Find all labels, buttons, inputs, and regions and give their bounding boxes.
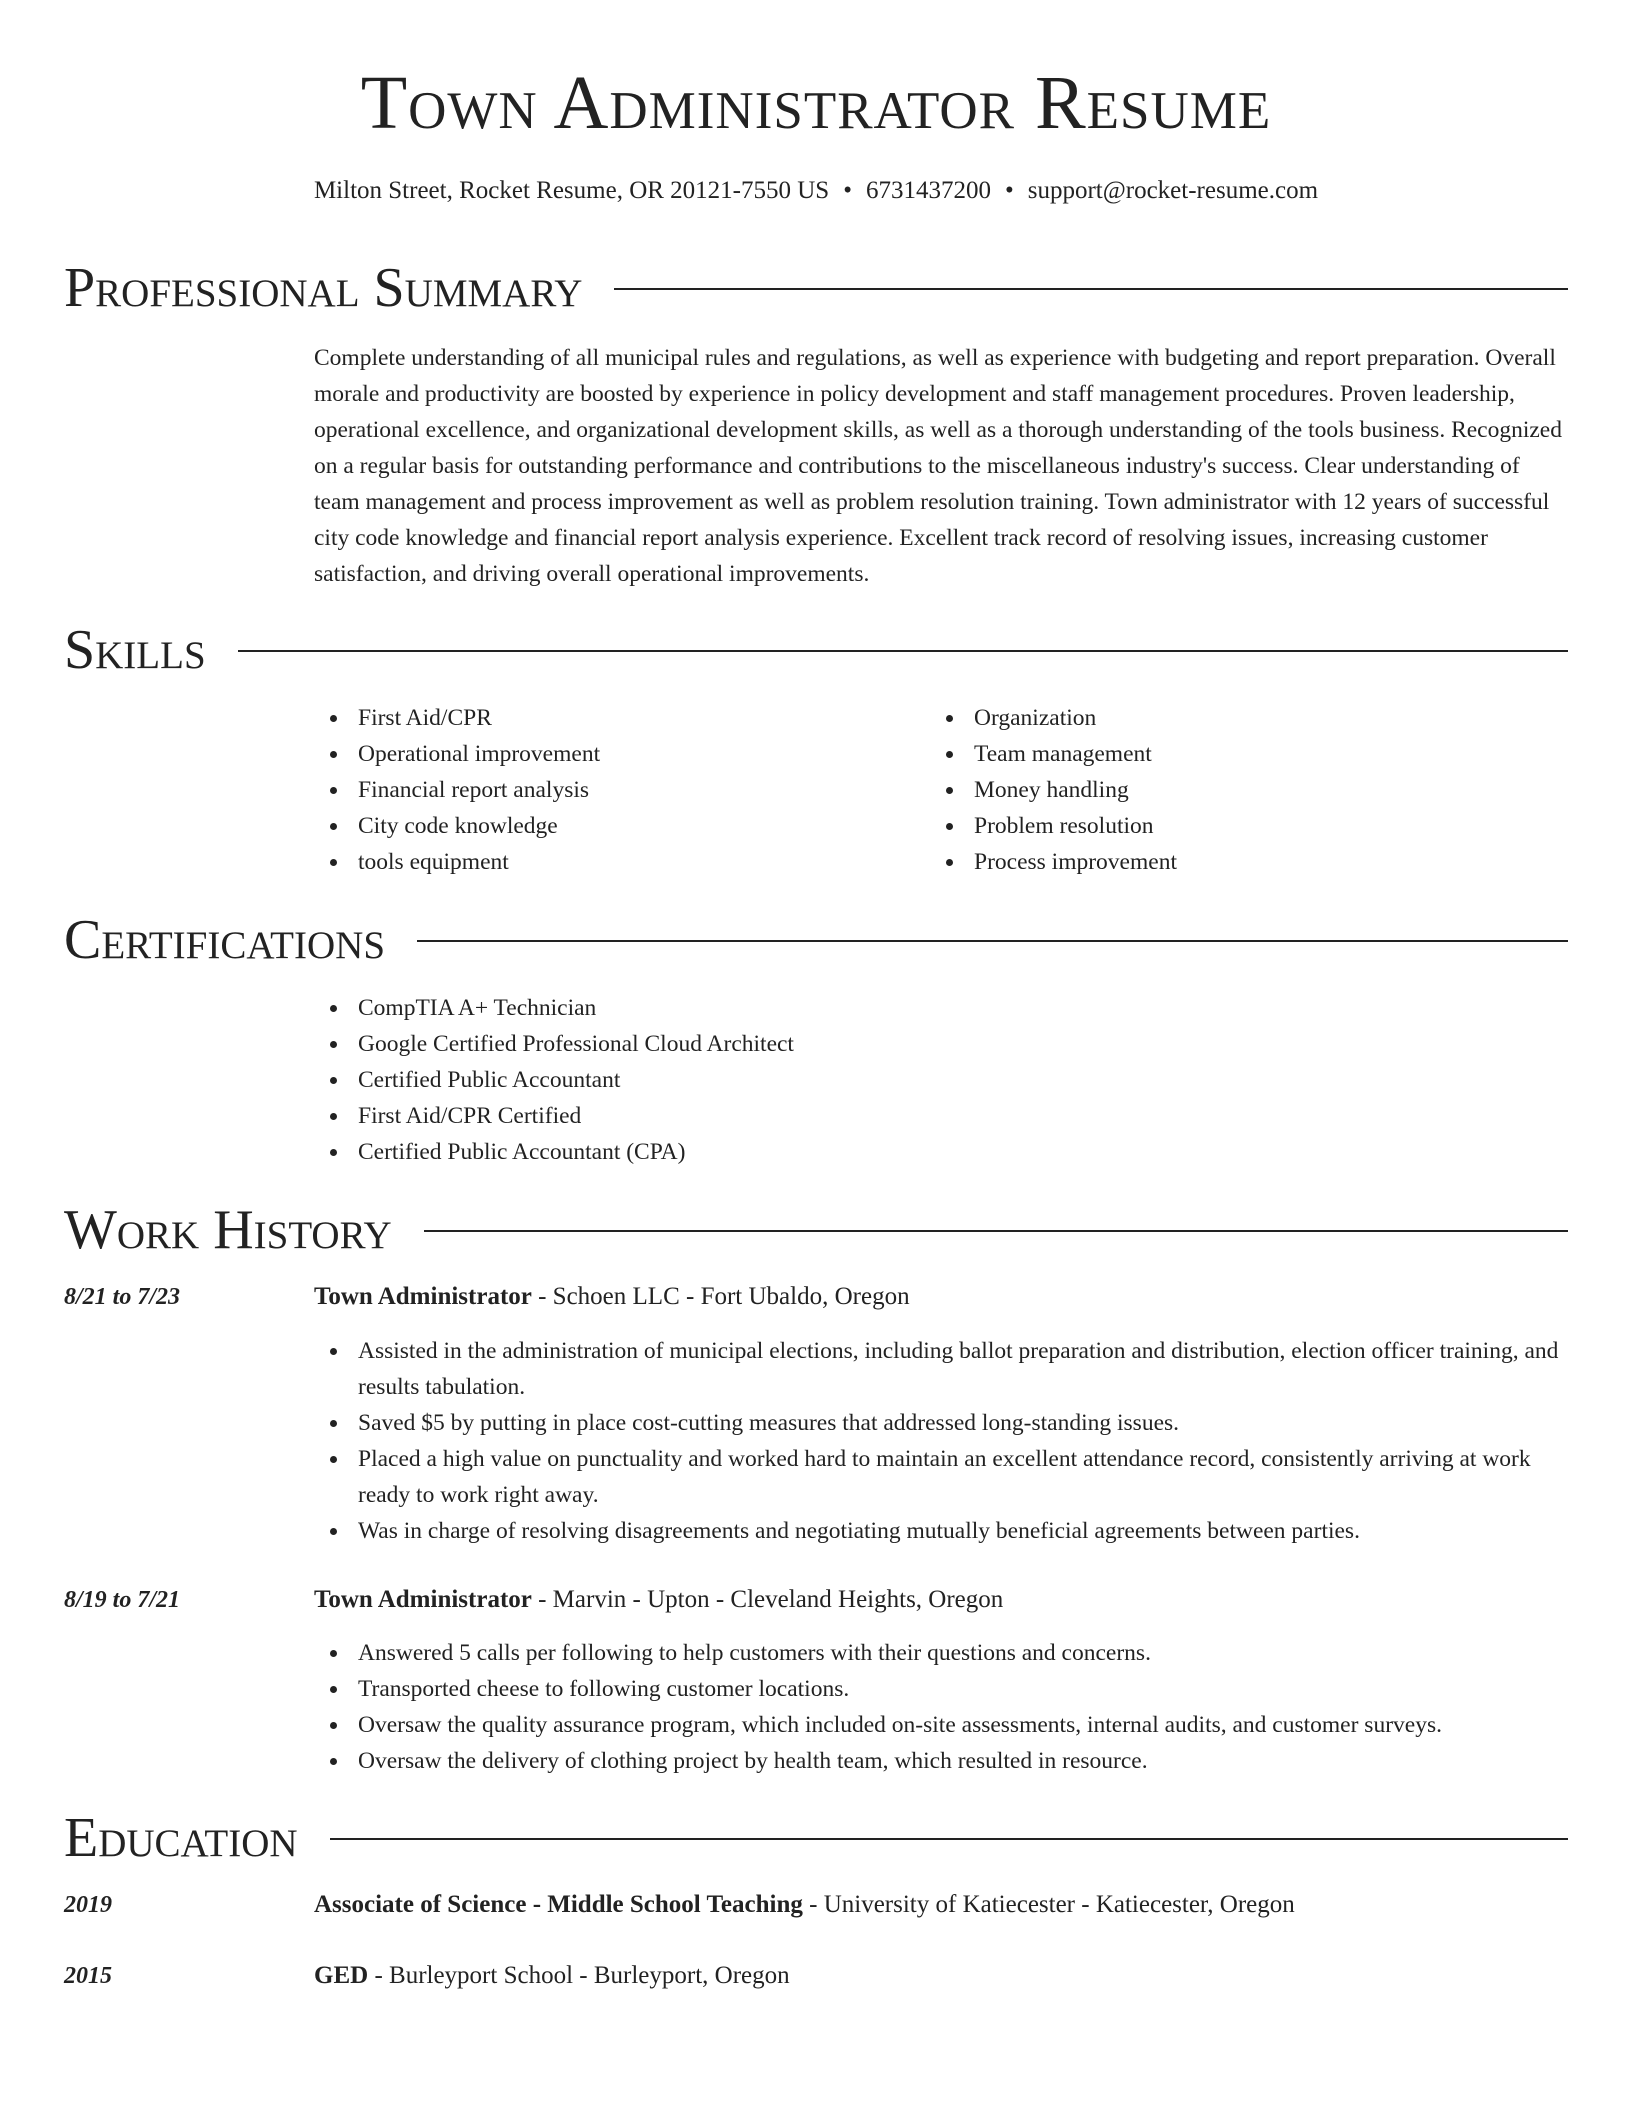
certifications-heading: Certifications xyxy=(64,909,386,971)
contact-line xyxy=(0,174,1632,208)
job-dates: 8/19 to 7/21 xyxy=(64,1587,181,1613)
job-bullet: Oversaw the quality assurance program, which included on-site assessments, internal audits, and customer surveys. xyxy=(314,1707,1570,1743)
skill-item: Operational improvement xyxy=(314,736,600,772)
job-title: Town Administrator xyxy=(314,1586,532,1613)
skill-item: Organization xyxy=(930,700,1177,736)
certification-item: First Aid/CPR Certified xyxy=(314,1098,794,1134)
skill-item: City code knowledge xyxy=(314,808,600,844)
contact-address: Milton Street, Rocket Resume, OR 20121-7550 US xyxy=(313,177,830,204)
skills-list-right xyxy=(930,700,1177,880)
skills-section-header xyxy=(64,618,1568,682)
skill-item: tools equipment xyxy=(314,844,600,880)
education-degree: Associate of Science - Middle School Teaching xyxy=(314,1891,803,1918)
education-degree: GED xyxy=(314,1962,369,1989)
education-year: 2015 xyxy=(64,1963,112,1989)
section-divider xyxy=(417,940,1568,942)
section-divider xyxy=(614,288,1568,290)
job-heading xyxy=(314,1280,910,1314)
certification-item: CompTIA A+ Technician xyxy=(314,990,794,1026)
skills-heading: Skills xyxy=(64,619,206,681)
job-bullet: Answered 5 calls per following to help customers with their questions and concerns. xyxy=(314,1635,1570,1671)
work-history-section-header xyxy=(64,1198,1568,1262)
skill-item: Process improvement xyxy=(930,844,1177,880)
summary-heading: Professional Summary xyxy=(64,257,583,319)
education-section-header xyxy=(64,1806,1568,1870)
skill-item: Money handling xyxy=(930,772,1177,808)
contact-separator: • xyxy=(843,177,852,204)
resume-title: Town Administrator Resume xyxy=(360,61,1272,145)
job-bullet: Saved $5 by putting in place cost-cutting measures that addressed long-standing issues. xyxy=(314,1405,1570,1441)
job-bullet: Was in charge of resolving disagreements and negotiating mutually beneficial agreements between parties. xyxy=(314,1513,1570,1549)
job-bullet: Placed a high value on punctuality and worked hard to maintain an excellent attendance record, consistently arriving at work ready to work right away. xyxy=(314,1441,1570,1513)
job-employer: - Marvin - Upton - Cleveland Heights, Oregon xyxy=(531,1586,1004,1613)
job-bullet: Transported cheese to following customer locations. xyxy=(314,1671,1570,1707)
job-bullets xyxy=(314,1635,1570,1779)
skill-item: Problem resolution xyxy=(930,808,1177,844)
skills-list-left xyxy=(314,700,600,880)
job-heading xyxy=(314,1583,1003,1617)
contact-separator: • xyxy=(1004,177,1014,204)
education-school: - University of Katiecester - Katiecester, Oregon xyxy=(802,1891,1295,1918)
contact-phone: 6731437200 xyxy=(865,177,991,204)
education-year: 2019 xyxy=(64,1892,112,1918)
section-divider xyxy=(330,1838,1568,1840)
contact-email: support@rocket-resume.com xyxy=(1027,177,1319,204)
certification-item: Certified Public Accountant (CPA) xyxy=(314,1134,794,1170)
section-divider xyxy=(238,650,1568,652)
certification-item: Google Certified Professional Cloud Architect xyxy=(314,1026,794,1062)
job-employer: - Schoen LLC - Fort Ubaldo, Oregon xyxy=(531,1283,910,1310)
section-divider xyxy=(424,1230,1568,1232)
education-school: - Burleyport School - Burleyport, Oregon xyxy=(368,1962,790,1989)
job-title: Town Administrator xyxy=(314,1283,532,1310)
certifications-section-header xyxy=(64,908,1568,972)
education-entry xyxy=(314,1888,1295,1922)
education-entry xyxy=(314,1959,790,1993)
work-history-heading: Work History xyxy=(64,1199,392,1261)
certifications-list xyxy=(314,990,794,1170)
skill-item: Financial report analysis xyxy=(314,772,600,808)
skill-item: Team management xyxy=(930,736,1177,772)
job-bullets xyxy=(314,1333,1570,1549)
summary-section-header xyxy=(64,256,1568,320)
skill-item: First Aid/CPR xyxy=(314,700,600,736)
summary-text: Complete understanding of all municipal rules and regulations, as well as experience with budgeting and report preparation. Overall morale and productivity are boosted by experience in policy development and staff management procedures. Proven leadership, operational excellence, and organizational development skills, as well as a thorough understanding of the tools business. Recognized on a regular basis for outstanding performance and contributions to the miscellaneous industry's success. Clear understanding of team management and process improvement as well as problem resolution training. Town administrator with 12 years of successful city code knowledge and financial report analysis experience. Excellent track record of resolving issues, increasing customer satisfaction, and driving overall operational improvements. xyxy=(314,345,1562,587)
job-bullet: Oversaw the delivery of clothing project by health team, which resulted in resource. xyxy=(314,1743,1570,1779)
certification-item: Certified Public Accountant xyxy=(314,1062,794,1098)
job-bullet: Assisted in the administration of municipal elections, including ballot preparation and distribution, election officer training, and results tabulation. xyxy=(314,1333,1570,1405)
education-heading: Education xyxy=(64,1807,298,1869)
job-dates: 8/21 to 7/23 xyxy=(64,1284,181,1310)
